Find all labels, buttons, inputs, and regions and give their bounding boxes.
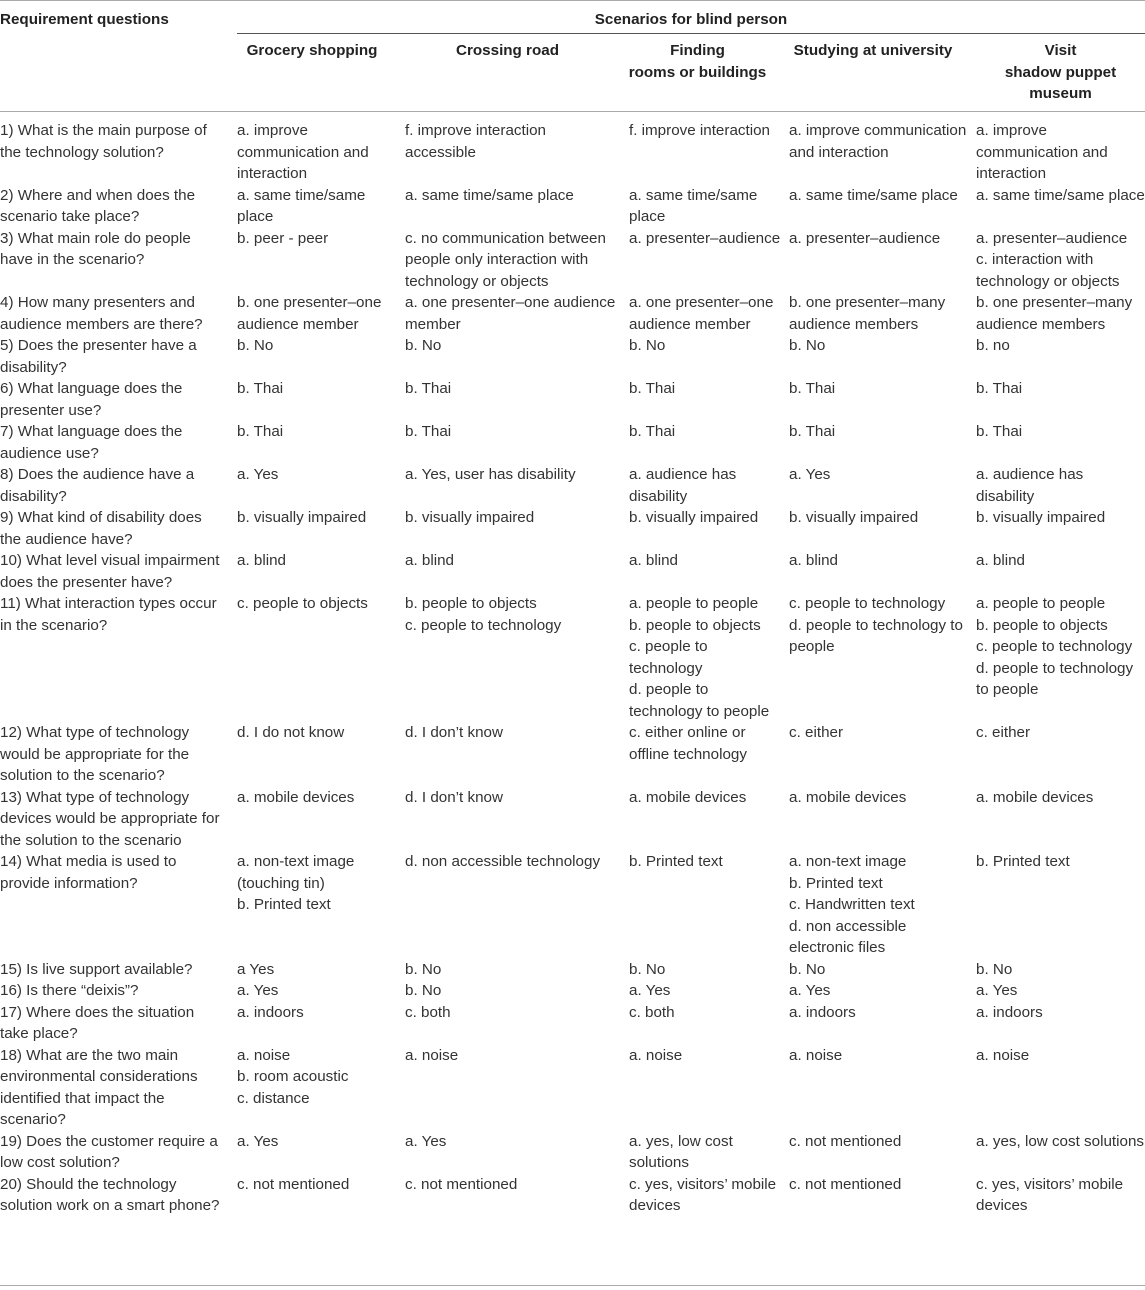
answer-line: d. people to technology to people xyxy=(976,659,1134,698)
answer-line: a. noise xyxy=(789,1046,843,1064)
answer-line: a. same time/same place xyxy=(237,186,366,225)
table-row xyxy=(0,185,1145,228)
answer-cell-grocery xyxy=(237,120,405,185)
answer-cell-finding-rooms xyxy=(629,851,789,959)
answer-line: c. not mentioned xyxy=(405,1175,518,1193)
answer-cell-finding-rooms xyxy=(629,1002,789,1045)
answer-line: a. presenter–audience xyxy=(789,229,941,247)
answer-cell-studying xyxy=(789,722,976,787)
answer-cell-finding-rooms xyxy=(629,507,789,550)
answer-line: a. same time/same place xyxy=(976,186,1145,204)
answer-line: a. blind xyxy=(237,552,286,569)
answer-cell-shadow-puppet xyxy=(976,464,1145,507)
answer-line: c. both xyxy=(405,1003,451,1021)
answer-cell-studying xyxy=(789,120,976,185)
answer-line: b. No xyxy=(976,960,1013,978)
answer-cell-studying xyxy=(789,593,976,722)
answer-line: a. yes, low cost solutions xyxy=(976,1132,1144,1150)
answer-line: b. Thai xyxy=(789,423,836,440)
requirement-question: 5) Does the presenter have a disability? xyxy=(0,337,197,376)
answer-cell-shadow-puppet xyxy=(976,228,1145,293)
answer-line: b. Printed text xyxy=(976,853,1070,870)
answer-cell-finding-rooms xyxy=(629,228,789,293)
answer-cell-finding-rooms xyxy=(629,593,789,722)
requirement-question: 17) Where does the situation take place? xyxy=(0,1003,195,1042)
answer-line: a. audience has disability xyxy=(976,466,1084,505)
answer-line: b. No xyxy=(629,960,666,978)
answer-line: c. no communication between people only interaction with technology or objects xyxy=(405,229,606,290)
answer-cell-shadow-puppet xyxy=(976,421,1145,464)
table-row xyxy=(0,292,1145,335)
answer-line: a. blind xyxy=(629,552,678,569)
answer-line: b. No xyxy=(789,960,826,978)
requirement-question: 18) What are the two main environmental considerations identified that impact the scenario? xyxy=(0,1046,198,1128)
answer-cell-studying xyxy=(789,1131,976,1174)
answer-line: b. No xyxy=(237,337,274,354)
answer-cell-studying xyxy=(789,1002,976,1045)
answer-line: a. yes, low cost solutions xyxy=(629,1132,733,1171)
answer-cell-crossing-road xyxy=(405,550,629,593)
answer-cell-crossing-road xyxy=(405,722,629,787)
answer-cell-crossing-road xyxy=(405,292,629,335)
answer-line: a. indoors xyxy=(237,1003,304,1021)
answer-cell-crossing-road xyxy=(405,959,629,981)
requirement-question: 10) What level visual impairment does the presenter have? xyxy=(0,552,220,591)
column-header-shadow-puppet: Visit shadow puppet museum xyxy=(1004,42,1117,102)
answer-cell-grocery xyxy=(237,185,405,228)
answer-line: a. presenter–audience xyxy=(976,229,1128,247)
answer-cell-crossing-road xyxy=(405,378,629,421)
group-header-rule xyxy=(237,33,1145,34)
answer-cell-finding-rooms xyxy=(629,1045,789,1131)
answer-line: c. people to technology xyxy=(789,595,946,612)
answer-line: a. mobile devices xyxy=(629,788,747,806)
table-row xyxy=(0,120,1145,185)
answer-cell-finding-rooms xyxy=(629,722,789,787)
answer-cell-studying xyxy=(789,378,976,421)
answer-line: a. mobile devices xyxy=(976,788,1094,806)
column-header-studying: Studying at university xyxy=(793,42,953,59)
answer-line: b. Thai xyxy=(237,380,284,397)
answer-line: a. Yes xyxy=(976,982,1018,999)
answer-cell-grocery xyxy=(237,959,405,981)
answer-line: b. No xyxy=(789,337,826,354)
answer-cell-grocery xyxy=(237,335,405,378)
answer-cell-crossing-road xyxy=(405,185,629,228)
answer-line: b. Thai xyxy=(237,423,284,440)
answer-line: d. I don’t know xyxy=(405,724,503,741)
answer-cell-crossing-road xyxy=(405,1174,629,1217)
header-bottom-rule xyxy=(0,111,1145,112)
answer-cell-grocery xyxy=(237,550,405,593)
answer-cell-crossing-road xyxy=(405,421,629,464)
answer-cell-studying xyxy=(789,959,976,981)
answer-line: a. Yes xyxy=(789,466,831,483)
requirement-question: 20) Should the technology solution work on a smart phone? xyxy=(0,1175,220,1214)
answer-line: b. No xyxy=(405,982,442,999)
answer-line: d. I do not know xyxy=(237,724,345,741)
answer-line: a. same time/same place xyxy=(789,186,958,204)
answer-cell-grocery xyxy=(237,421,405,464)
answer-line: b. people to objects xyxy=(976,616,1108,634)
answer-cell-grocery xyxy=(237,1002,405,1045)
requirement-question: 1) What is the main purpose of the technology solution? xyxy=(0,122,207,161)
answer-line: c. yes, visitors’ mobile devices xyxy=(629,1175,777,1214)
table-row xyxy=(0,228,1145,293)
table-row xyxy=(0,593,1145,722)
answer-line: a. non-text image (touching tin) xyxy=(237,853,355,892)
answer-cell-shadow-puppet xyxy=(976,185,1145,228)
answer-line: b. No xyxy=(405,337,442,354)
answer-line: a. mobile devices xyxy=(237,788,355,806)
answer-cell-shadow-puppet xyxy=(976,550,1145,593)
answer-line: c. people to technology xyxy=(405,616,562,634)
answer-line: c. either xyxy=(976,724,1031,741)
answer-cell-shadow-puppet xyxy=(976,1131,1145,1174)
answer-line: a. noise xyxy=(976,1046,1030,1064)
requirement-question: 16) Is there “deixis”? xyxy=(0,982,139,999)
answer-line: b. visually impaired xyxy=(789,509,919,526)
answer-cell-crossing-road xyxy=(405,335,629,378)
scenarios-group-header: Scenarios for blind person xyxy=(594,11,788,28)
answer-line: a. same time/same place xyxy=(405,186,574,204)
answer-cell-studying xyxy=(789,421,976,464)
answer-line: a. improve communication and interaction xyxy=(789,122,967,161)
answer-cell-crossing-road xyxy=(405,980,629,1002)
answer-line: a. indoors xyxy=(976,1003,1043,1021)
answer-line: a. Yes xyxy=(405,1132,447,1150)
answer-cell-studying xyxy=(789,980,976,1002)
requirement-question: 8) Does the audience have a disability? xyxy=(0,466,195,505)
table-row xyxy=(0,335,1145,378)
answer-cell-finding-rooms xyxy=(629,120,789,185)
column-header-finding-rooms: Finding rooms or buildings xyxy=(628,42,767,81)
table-row xyxy=(0,959,1145,981)
answer-line: a. people to people xyxy=(976,595,1106,612)
requirement-question: 6) What language does the presenter use? xyxy=(0,380,183,419)
answer-line: a. indoors xyxy=(789,1003,856,1021)
answer-cell-studying xyxy=(789,292,976,335)
answer-cell-studying xyxy=(789,550,976,593)
answer-line: a. noise xyxy=(405,1046,459,1064)
answer-line: c. not mentioned xyxy=(789,1132,902,1150)
requirement-question: 11) What interaction types occur in the scenario? xyxy=(0,595,217,634)
table-row xyxy=(0,378,1145,421)
answer-line: c. people to technology xyxy=(629,638,708,677)
answer-line: b. one presenter–many audience members xyxy=(976,294,1133,333)
requirement-question: 7) What language does the audience use? xyxy=(0,423,183,462)
answer-line: a. blind xyxy=(405,552,454,569)
answer-cell-shadow-puppet xyxy=(976,722,1145,787)
answer-cell-crossing-road xyxy=(405,1002,629,1045)
answer-line: b. Thai xyxy=(976,380,1023,397)
answer-cell-studying xyxy=(789,1045,976,1131)
answer-line: a. mobile devices xyxy=(789,788,907,806)
answer-line: b. visually impaired xyxy=(237,509,367,526)
answer-cell-finding-rooms xyxy=(629,550,789,593)
table-row xyxy=(0,722,1145,787)
answer-line: f. improve interaction accessible xyxy=(405,122,546,161)
table-row xyxy=(0,980,1145,1002)
answer-line: c. either online or offline technology xyxy=(629,724,747,763)
answer-line: c. both xyxy=(629,1003,675,1021)
answer-cell-grocery xyxy=(237,980,405,1002)
table-row xyxy=(0,550,1145,593)
requirement-question: 19) Does the customer require a low cost solution? xyxy=(0,1132,218,1171)
answer-line: b. Thai xyxy=(405,423,452,440)
answer-cell-grocery xyxy=(237,1174,405,1217)
answer-cell-studying xyxy=(789,1174,976,1217)
requirement-question: 4) How many presenters and audience members are there? xyxy=(0,294,203,333)
answer-cell-grocery xyxy=(237,378,405,421)
answer-line: b. Thai xyxy=(976,423,1023,440)
answer-line: d. people to technology to people xyxy=(629,681,770,720)
answer-cell-crossing-road xyxy=(405,507,629,550)
answer-line: a. Yes xyxy=(237,466,279,483)
answer-line: c. interaction with technology or objects xyxy=(976,251,1120,290)
answer-line: a. audience has disability xyxy=(629,466,737,505)
answer-line: b. visually impaired xyxy=(629,509,759,526)
answer-cell-finding-rooms xyxy=(629,335,789,378)
answer-cell-grocery xyxy=(237,507,405,550)
answer-cell-shadow-puppet xyxy=(976,1002,1145,1045)
answer-cell-shadow-puppet xyxy=(976,335,1145,378)
answer-cell-grocery xyxy=(237,1131,405,1174)
answer-cell-grocery xyxy=(237,464,405,507)
answer-line: b. visually impaired xyxy=(405,509,535,526)
table-row xyxy=(0,1002,1145,1045)
answer-line: b. Thai xyxy=(629,423,676,440)
answer-cell-finding-rooms xyxy=(629,185,789,228)
answer-cell-finding-rooms xyxy=(629,1131,789,1174)
answer-cell-crossing-road xyxy=(405,464,629,507)
answer-cell-shadow-puppet xyxy=(976,787,1145,852)
answer-cell-finding-rooms xyxy=(629,421,789,464)
answer-line: b. one presenter–one audience member xyxy=(237,294,382,333)
answer-line: b. room acoustic xyxy=(237,1068,349,1085)
requirement-question: 15) Is live support available? xyxy=(0,960,193,978)
table-row xyxy=(0,507,1145,550)
answer-line: a. Yes xyxy=(237,982,279,999)
table-top-rule xyxy=(0,0,1145,1)
answer-cell-studying xyxy=(789,507,976,550)
answer-line: a. Yes xyxy=(789,982,831,999)
answer-cell-crossing-road xyxy=(405,593,629,722)
answer-line: a. one presenter–one audience member xyxy=(405,294,616,333)
answer-line: a. Yes xyxy=(237,1132,279,1150)
answer-line: a. one presenter–one audience member xyxy=(629,294,774,333)
answer-cell-studying xyxy=(789,851,976,959)
answer-cell-crossing-road xyxy=(405,787,629,852)
answer-cell-grocery xyxy=(237,228,405,293)
answer-line: b. people to objects xyxy=(629,616,761,634)
column-header-grocery: Grocery shopping xyxy=(246,42,378,59)
answer-cell-studying xyxy=(789,228,976,293)
answer-cell-grocery xyxy=(237,851,405,959)
table-bottom-rule xyxy=(0,1285,1145,1286)
answer-cell-studying xyxy=(789,335,976,378)
answer-line: c. people to objects xyxy=(237,595,368,612)
answer-cell-finding-rooms xyxy=(629,980,789,1002)
answer-cell-shadow-puppet xyxy=(976,507,1145,550)
requirement-question: 12) What type of technology would be appropriate for the solution to the scenario? xyxy=(0,724,190,784)
table-row xyxy=(0,851,1145,959)
answer-cell-shadow-puppet xyxy=(976,980,1145,1002)
requirement-question: 3) What main role do people have in the scenario? xyxy=(0,229,191,268)
table-row xyxy=(0,421,1145,464)
answer-line: c. not mentioned xyxy=(237,1175,350,1193)
answer-cell-studying xyxy=(789,185,976,228)
answer-line: c. people to technology xyxy=(976,638,1133,655)
answer-cell-shadow-puppet xyxy=(976,1045,1145,1131)
answer-cell-finding-rooms xyxy=(629,959,789,981)
table-row xyxy=(0,1174,1145,1217)
answer-line: b. Thai xyxy=(789,380,836,397)
answer-line: b. visually impaired xyxy=(976,509,1106,526)
table-body xyxy=(0,120,1145,1217)
answer-cell-studying xyxy=(789,464,976,507)
answer-line: b. Printed text xyxy=(237,896,331,913)
answer-cell-finding-rooms xyxy=(629,1174,789,1217)
answer-line: b. Thai xyxy=(629,380,676,397)
answer-line: a. Yes xyxy=(629,982,671,999)
answer-cell-crossing-road xyxy=(405,120,629,185)
table-row xyxy=(0,787,1145,852)
answer-cell-crossing-road xyxy=(405,1131,629,1174)
answer-line: a Yes xyxy=(237,960,275,978)
answer-cell-finding-rooms xyxy=(629,464,789,507)
requirement-question: 2) Where and when does the scenario take place? xyxy=(0,186,196,225)
answer-line: a. improve communication and interaction xyxy=(237,122,369,182)
answer-line: d. non accessible electronic files xyxy=(789,917,907,956)
answer-line: b. peer - peer xyxy=(237,229,329,247)
answer-line: b. one presenter–many audience members xyxy=(789,294,946,333)
answer-cell-finding-rooms xyxy=(629,292,789,335)
answer-line: b. people to objects xyxy=(405,595,537,612)
answer-cell-grocery xyxy=(237,1045,405,1131)
requirement-questions-header: Requirement questions xyxy=(0,11,169,28)
answer-line: a. noise xyxy=(237,1046,291,1064)
answer-cell-finding-rooms xyxy=(629,378,789,421)
answer-cell-crossing-road xyxy=(405,1045,629,1131)
answer-line: b. No xyxy=(629,337,666,354)
column-header-crossing-road: Crossing road xyxy=(456,42,559,59)
table-row xyxy=(0,1131,1145,1174)
answer-line: c. not mentioned xyxy=(789,1175,902,1193)
answer-line: c. Handwritten text xyxy=(789,896,915,913)
answer-line: a. people to people xyxy=(629,595,759,612)
answer-cell-grocery xyxy=(237,722,405,787)
answer-cell-shadow-puppet xyxy=(976,292,1145,335)
answer-line: f. improve interaction xyxy=(629,122,770,139)
answer-line: b. no xyxy=(976,337,1010,354)
answer-cell-finding-rooms xyxy=(629,787,789,852)
answer-cell-shadow-puppet xyxy=(976,120,1145,185)
answer-line: d. people to technology to people xyxy=(789,616,963,655)
table-row xyxy=(0,1045,1145,1131)
answer-line: b. No xyxy=(405,960,442,978)
answer-line: a. blind xyxy=(976,552,1025,569)
answer-line: a. improve communication and interaction xyxy=(976,122,1108,182)
answer-line: b. Printed text xyxy=(789,874,883,892)
answer-cell-shadow-puppet xyxy=(976,378,1145,421)
answer-line: c. either xyxy=(789,724,844,741)
requirement-question: 13) What type of technology devices would be appropriate for the solution to the scenario xyxy=(0,788,220,849)
answer-cell-studying xyxy=(789,787,976,852)
requirement-question: 9) What kind of disability does the audience have? xyxy=(0,509,202,548)
answer-line: a. same time/same place xyxy=(629,186,758,225)
answer-cell-grocery xyxy=(237,593,405,722)
answer-line: a. non-text image xyxy=(789,853,907,870)
answer-line: a. blind xyxy=(789,552,838,569)
answer-line: a. presenter–audience xyxy=(629,229,781,247)
answer-line: d. I don’t know xyxy=(405,788,503,806)
answer-line: a. Yes, user has disability xyxy=(405,466,576,483)
requirement-question: 14) What media is used to provide information? xyxy=(0,853,177,892)
answer-cell-shadow-puppet xyxy=(976,593,1145,722)
answer-line: b. Thai xyxy=(405,380,452,397)
answer-line: b. Printed text xyxy=(629,853,723,870)
answer-cell-crossing-road xyxy=(405,228,629,293)
answer-line: a. noise xyxy=(629,1046,683,1064)
answer-cell-shadow-puppet xyxy=(976,959,1145,981)
answer-cell-grocery xyxy=(237,787,405,852)
answer-cell-shadow-puppet xyxy=(976,1174,1145,1217)
answer-line: d. non accessible technology xyxy=(405,853,601,870)
answer-cell-shadow-puppet xyxy=(976,851,1145,959)
answer-line: c. yes, visitors’ mobile devices xyxy=(976,1175,1124,1214)
answer-line: c. distance xyxy=(237,1089,310,1107)
answer-cell-grocery xyxy=(237,292,405,335)
answer-cell-crossing-road xyxy=(405,851,629,959)
table-row xyxy=(0,464,1145,507)
